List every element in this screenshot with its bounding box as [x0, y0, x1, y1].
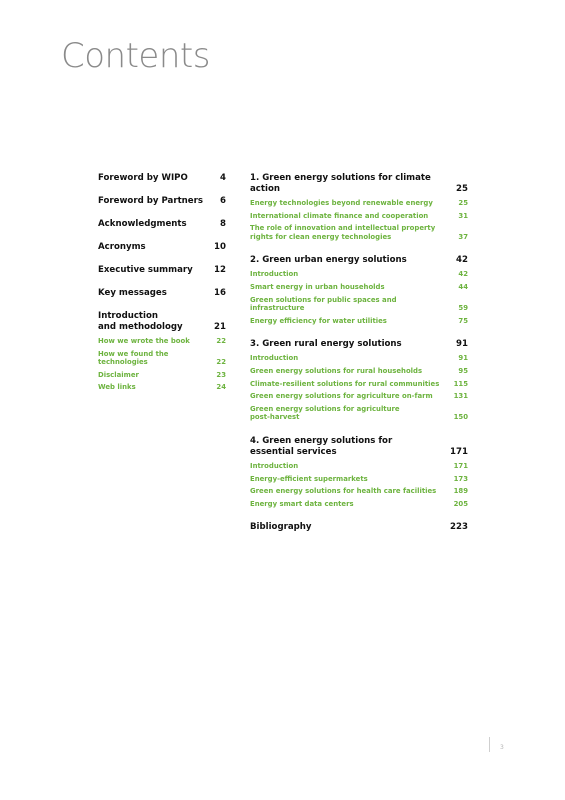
toc-entry[interactable]: [98, 311, 226, 333]
toc-subentry-title: How we found the technologies: [98, 349, 169, 367]
toc-entry-title: 3. Green rural energy solutions: [250, 339, 402, 350]
footer-divider: [489, 737, 490, 752]
toc-subentry[interactable]: [250, 283, 468, 292]
toc-entry-page: 42: [456, 255, 468, 266]
toc-subentry-title: Introduction: [250, 354, 299, 363]
toc-entry-title: Acknowledgments: [98, 219, 187, 229]
toc-subentry-page: 131: [453, 392, 468, 401]
toc-entry-title: 4. Green energy solutions for essential services: [250, 435, 393, 457]
toc-section: [250, 522, 468, 533]
toc-subentry-title: Disclaimer: [98, 370, 139, 379]
toc-subentry-page: 173: [453, 474, 468, 483]
toc-entry[interactable]: [98, 265, 226, 276]
toc-subentry-title: The role of innovation and intellectual property rights for clean energy technologies: [250, 224, 436, 241]
toc-subentry-page: 59: [458, 304, 468, 313]
toc-entry-page: 6: [220, 196, 226, 206]
toc-subentry-page: 91: [458, 354, 468, 363]
toc-entry[interactable]: [98, 196, 226, 207]
toc-subentry[interactable]: [250, 367, 468, 376]
toc-subentry[interactable]: [250, 405, 468, 422]
toc-subentry-title: Green energy solutions for rural households: [250, 366, 423, 375]
toc-entry[interactable]: [98, 242, 226, 253]
toc-subentry-page: 31: [458, 211, 468, 220]
toc-subentry-page: 171: [453, 461, 468, 470]
toc-subentry[interactable]: [250, 475, 468, 484]
toc-entry-page: 16: [214, 288, 226, 298]
toc-subentry[interactable]: [98, 371, 226, 380]
toc-entry[interactable]: [98, 173, 226, 184]
toc-subentry[interactable]: [250, 392, 468, 401]
toc-entry-page: 21: [214, 322, 226, 332]
toc-subentry[interactable]: [250, 296, 468, 313]
toc-section: [98, 242, 226, 253]
toc-entry-title: 2. Green urban energy solutions: [250, 255, 407, 266]
toc-subentry-page: 189: [453, 487, 468, 496]
toc-entry-title: Bibliography: [250, 522, 312, 533]
toc-subentry[interactable]: [250, 462, 468, 471]
toc-subentry-title: Introduction: [250, 270, 299, 279]
toc-entry[interactable]: [250, 436, 468, 458]
toc-subentry-title: How we wrote the book: [98, 337, 190, 345]
toc-section: [98, 288, 226, 299]
toc-subentry[interactable]: [250, 212, 468, 221]
toc-subentry-page: 75: [458, 316, 468, 325]
toc-subentry[interactable]: [250, 270, 468, 279]
toc-entry-title: Key messages: [98, 288, 167, 298]
toc-subentry-page: 22: [216, 358, 226, 367]
toc-subentry[interactable]: [250, 380, 468, 389]
toc-subentry-title: Energy technologies beyond renewable energy: [250, 199, 433, 207]
toc-subentry-page: 205: [453, 499, 468, 508]
toc-subentry[interactable]: [250, 487, 468, 496]
toc-entry-page: 223: [450, 522, 468, 533]
toc-entry[interactable]: [98, 288, 226, 299]
toc-subentry-title: Green solutions for public spaces and infrastructure: [250, 295, 397, 313]
toc-entry-page: 10: [214, 242, 226, 252]
toc-entry-page: 12: [214, 265, 226, 275]
toc-subentry-title: Climate-resilient solutions for rural communities: [250, 379, 440, 388]
toc-entry-title: 1. Green energy solutions for climate action: [250, 173, 431, 194]
page-number: 3: [500, 744, 504, 751]
toc-subentry-page: 24: [216, 383, 226, 392]
toc-entry[interactable]: [250, 173, 468, 195]
toc-right-column: [250, 173, 468, 547]
toc-left-column: [98, 173, 226, 404]
toc-subentry-title: International climate finance and cooperation: [250, 211, 429, 220]
page-title: Contents: [61, 36, 210, 76]
toc-subentry-page: 44: [458, 282, 468, 291]
toc-subentry-page: 22: [216, 337, 226, 345]
toc-subentry-title: Green energy solutions for agriculture on-farm: [250, 392, 433, 401]
toc-subentry-page: 23: [216, 370, 226, 379]
toc-entry-page: 91: [456, 339, 468, 350]
toc-entry-page: 25: [456, 184, 468, 194]
toc-subentry-page: 150: [453, 413, 468, 422]
toc-entry-page: 4: [220, 173, 226, 183]
toc-subentry-title: Green energy solutions for agriculture post-harvest: [250, 404, 400, 422]
toc-section: [250, 339, 468, 422]
toc-entry[interactable]: [250, 339, 468, 350]
toc-subentry[interactable]: [250, 317, 468, 326]
toc-subentry-page: 25: [458, 199, 468, 207]
toc-subentry[interactable]: [98, 383, 226, 392]
toc-subentry[interactable]: [250, 224, 468, 241]
toc-section: [98, 265, 226, 276]
toc-section: [250, 173, 468, 241]
toc-subentry-title: Energy efficiency for water utilities: [250, 316, 387, 325]
toc-entry-title: Foreword by Partners: [98, 196, 203, 206]
toc-subentry-title: Energy smart data centers: [250, 499, 354, 508]
toc-subentry[interactable]: [250, 500, 468, 509]
toc-subentry-title: Green energy solutions for health care facilities: [250, 487, 437, 496]
toc-entry[interactable]: [98, 219, 226, 230]
toc-subentry-title: Web links: [98, 383, 136, 392]
toc-subentry-title: Introduction: [250, 461, 299, 470]
toc-entry[interactable]: [250, 522, 468, 533]
toc-entry-title: Foreword by WIPO: [98, 173, 188, 183]
toc-subentry-page: 95: [458, 366, 468, 375]
toc-section: [250, 436, 468, 508]
toc-subentry-title: Smart energy in urban households: [250, 282, 385, 291]
toc-section: [98, 173, 226, 184]
toc-subentry-page: 37: [458, 232, 468, 241]
toc-subentry[interactable]: [250, 354, 468, 363]
toc-subentry[interactable]: [250, 199, 468, 208]
toc-section: [98, 219, 226, 230]
toc-section: [98, 311, 226, 392]
toc-entry-title: Executive summary: [98, 265, 193, 275]
toc-entry-page: 8: [220, 219, 226, 229]
toc-entry-page: 171: [450, 446, 468, 457]
toc-section: [250, 255, 468, 325]
toc-subentry-title: Energy-efficient supermarkets: [250, 474, 368, 483]
toc-entry[interactable]: [250, 255, 468, 266]
toc-subentry[interactable]: [98, 337, 226, 346]
toc-subentry[interactable]: [98, 350, 226, 367]
toc-section: [98, 196, 226, 207]
toc-subentry-page: 42: [458, 270, 468, 279]
toc-subentry-page: 115: [453, 379, 468, 388]
toc-entry-title: Acronyms: [98, 242, 146, 252]
toc-entry-title: Introduction and methodology: [98, 311, 183, 332]
